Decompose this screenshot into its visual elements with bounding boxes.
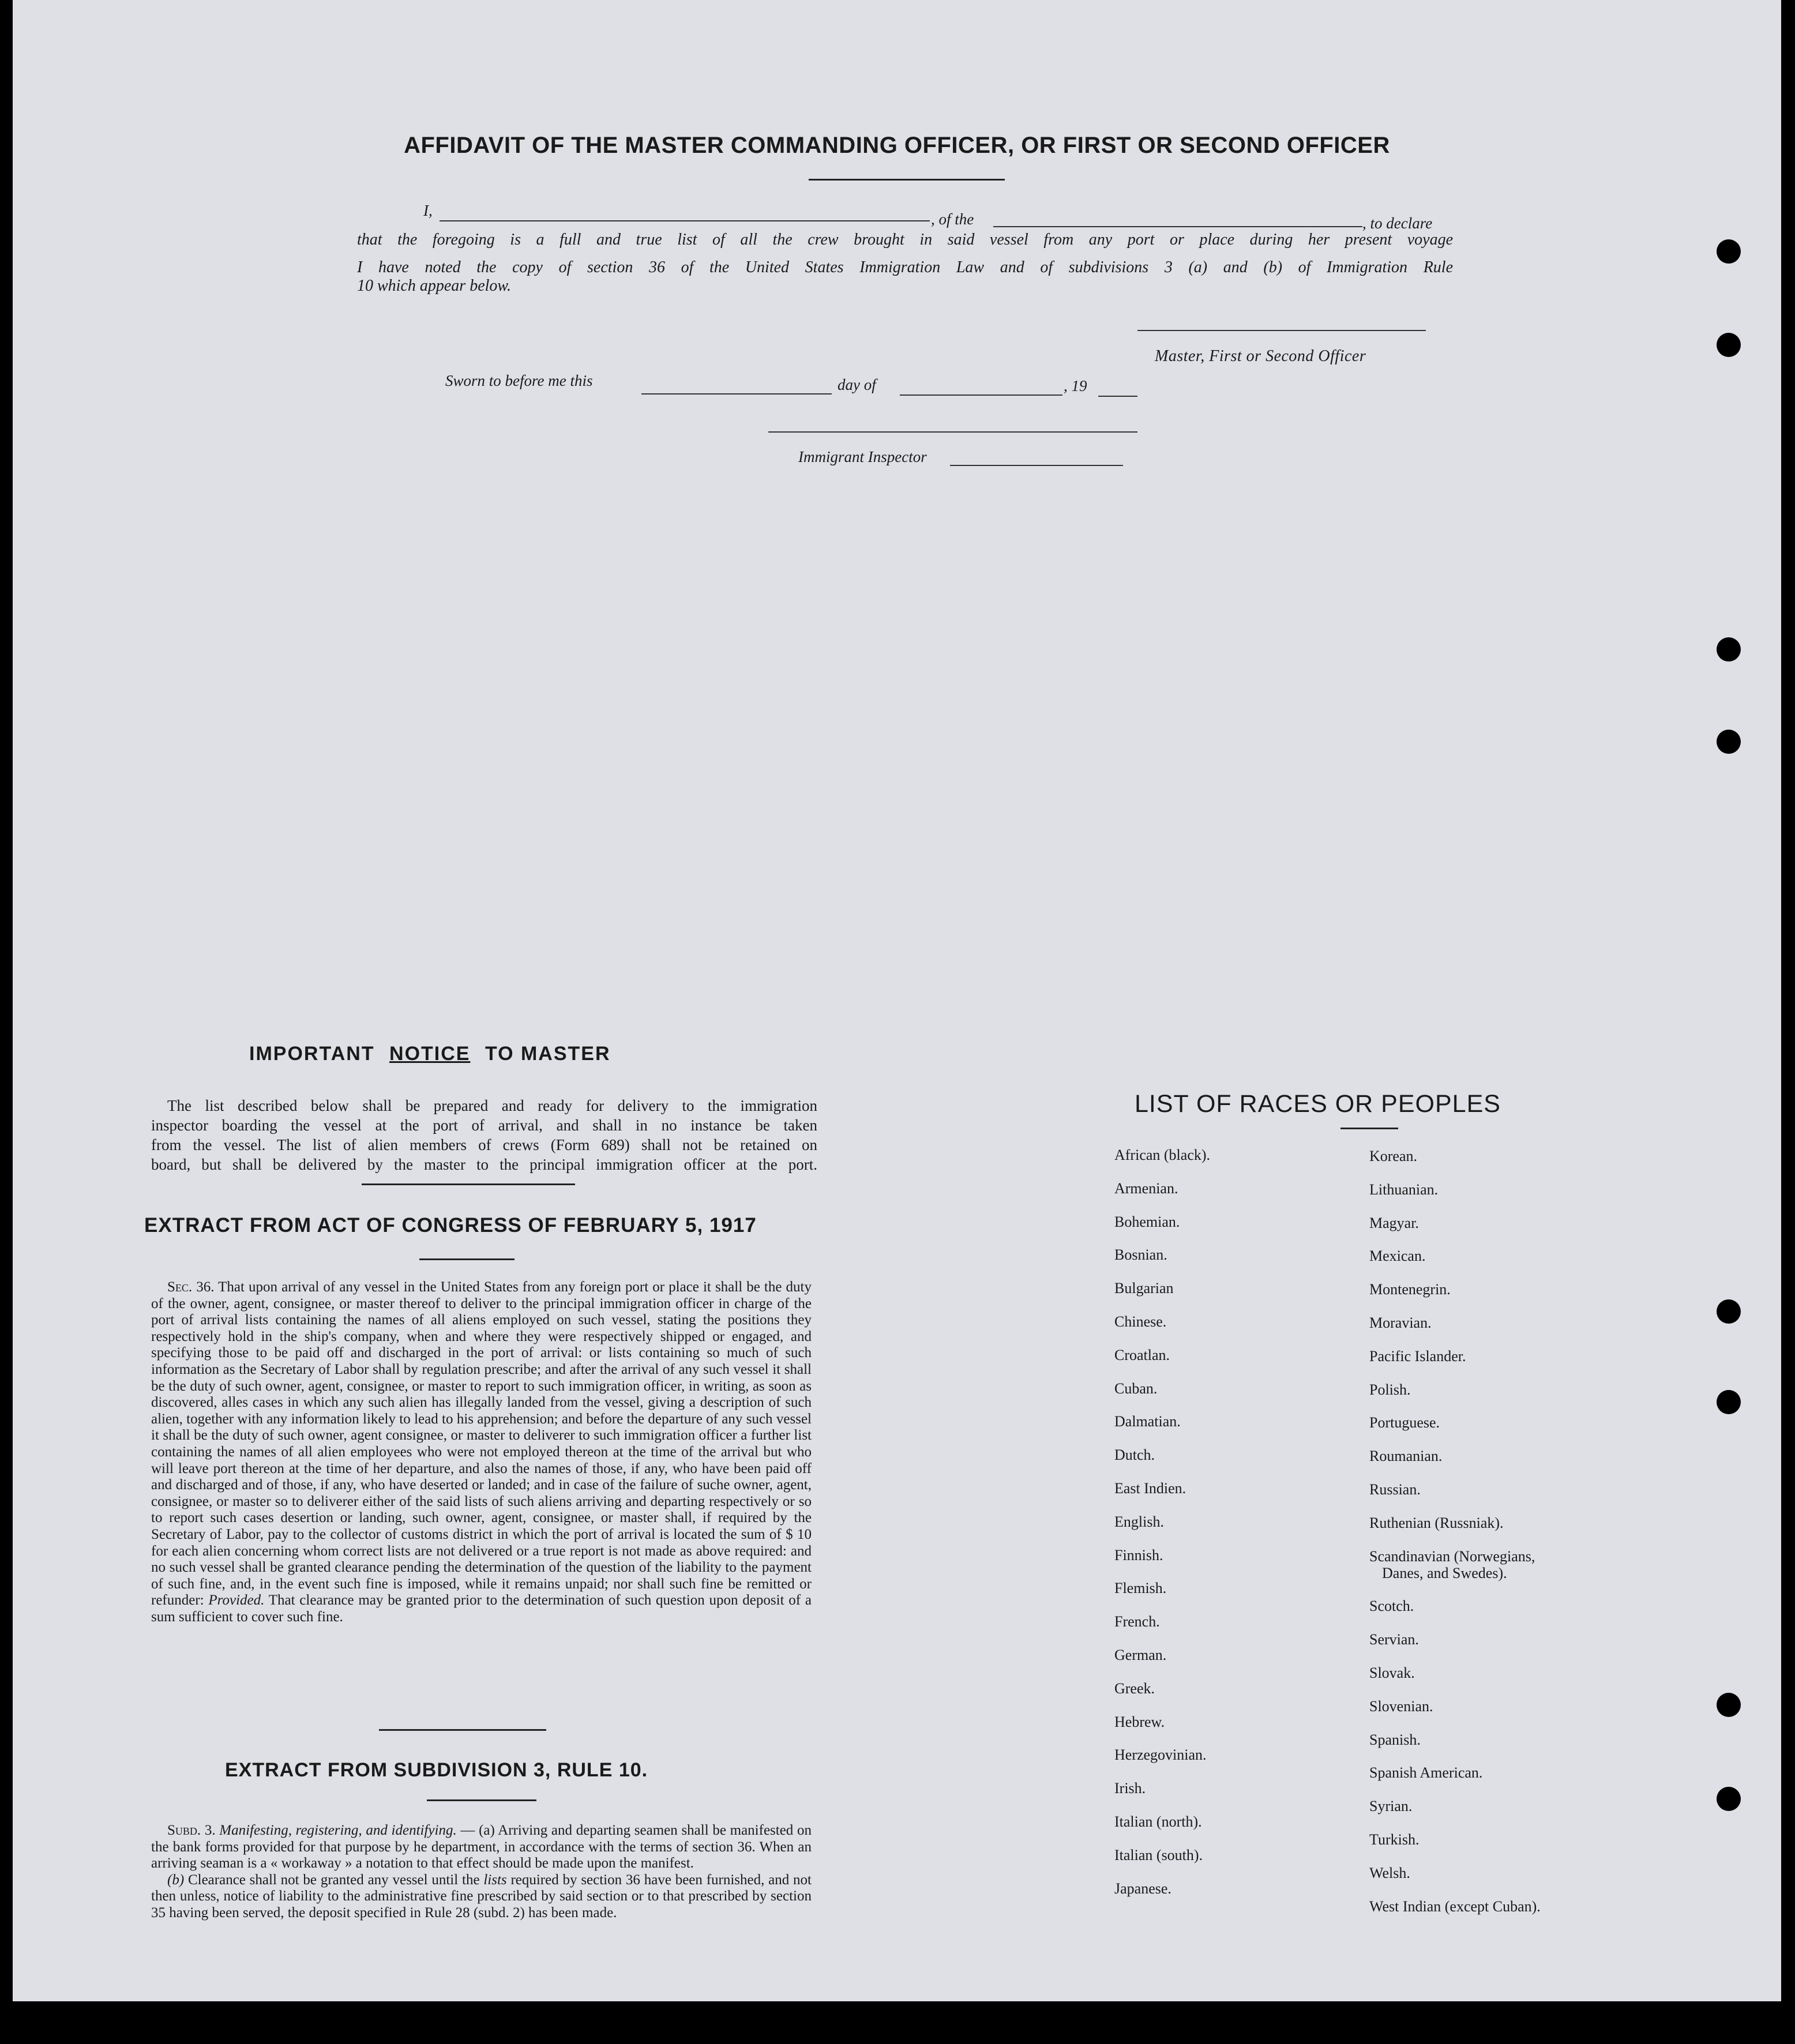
notice-line: board, but shall be delivered by the master to the principal immigration officer at the port. (151, 1156, 817, 1173)
notice-line: The list described below shall be prepared and ready for delivery to the immigration (167, 1097, 817, 1114)
race-item: Italian (north). (1114, 1813, 1202, 1830)
race-item: Irish. (1114, 1780, 1146, 1797)
race-item: Servian. (1369, 1631, 1419, 1648)
affidavit-i: I, (423, 202, 433, 219)
act-divider (419, 1258, 515, 1260)
binder-hole (1717, 239, 1741, 264)
races-column-1 (1114, 1147, 1357, 1914)
affidavit-title: AFFIDAVIT OF THE MASTER COMMANDING OFFICER, OR FIRST OR SECOND OFFICER (404, 133, 1390, 158)
notice-title-post: TO MASTER (485, 1043, 611, 1065)
race-item: French. (1114, 1613, 1160, 1630)
race-item: Moravian. (1369, 1314, 1432, 1331)
race-item: Dalmatian. (1114, 1413, 1181, 1430)
para-b-label: (b) (167, 1872, 185, 1888)
race-item: Hebrew. (1114, 1713, 1165, 1730)
race-item: Danes, and Swedes). (1382, 1564, 1507, 1581)
race-item: Chinese. (1114, 1313, 1167, 1330)
provided-word: Provided. (208, 1592, 265, 1609)
race-item: Japanese. (1114, 1880, 1171, 1897)
sworn-year-blank[interactable] (1098, 396, 1137, 397)
inspector-signature-line[interactable] (768, 431, 1137, 433)
vessel-blank-line[interactable] (993, 226, 1362, 227)
race-item: Lithuanian. (1369, 1181, 1439, 1198)
sworn-day-blank[interactable] (641, 393, 832, 394)
binder-hole (1717, 1787, 1741, 1811)
affidavit-of-the: , of the (931, 211, 974, 228)
affidavit-body-line-2: that the foregoing is a full and true list of all the crew brought in said vessel from any port or place during her present voyage (357, 231, 1453, 249)
binder-hole (1717, 1390, 1741, 1414)
para-b-text-2: required by section 36 have been furnished, and not then unless, notice of liability to the administrative fine prescribed by said section or to that prescribed by section 35 having been served, the deposit specified in Rule 28 (subd. 2) has been made. (151, 1872, 812, 1921)
race-item: Italian (south). (1114, 1846, 1203, 1863)
title-divider (809, 179, 1005, 181)
sworn-day-of: day of (838, 376, 876, 393)
race-item: Bosnian. (1114, 1246, 1167, 1264)
act-end-divider (379, 1729, 546, 1731)
notice-line: from the vessel. The list of alien members of crews (Form 689) shall not be retained on (151, 1136, 817, 1153)
race-item: Polish. (1369, 1381, 1411, 1398)
sworn-month-blank[interactable] (900, 394, 1062, 396)
notice-title-underlined: NOTICE (389, 1043, 471, 1065)
race-item: Magyar. (1369, 1214, 1419, 1231)
inspector-underline (950, 465, 1123, 466)
race-item: Portuguese. (1369, 1414, 1440, 1431)
name-blank-line[interactable] (440, 220, 930, 221)
rule-extract-title: EXTRACT FROM SUBDIVISION 3, RULE 10. (225, 1759, 648, 1781)
notice-title (249, 1043, 611, 1065)
subd-para-a (151, 1823, 812, 1872)
signature-caption: Master, First or Second Officer (1155, 347, 1366, 365)
subd-para-b (151, 1872, 812, 1922)
race-item: African (black). (1114, 1147, 1211, 1163)
signature-line[interactable] (1137, 330, 1426, 331)
race-item: Herzegovinian. (1114, 1746, 1207, 1764)
binder-hole (1717, 730, 1741, 754)
binder-hole (1717, 333, 1741, 357)
race-item: East Indien. (1114, 1480, 1186, 1497)
race-item: Russian. (1369, 1481, 1421, 1498)
race-item: Scandinavian (Norwegians, (1369, 1547, 1535, 1565)
race-item: Armenian. (1114, 1179, 1178, 1197)
rule-subd-3-text (151, 1823, 812, 1922)
race-item: Welsh. (1369, 1864, 1410, 1881)
sec-36-body-end: That clearance may be granted prior to the determination of such question upon deposit of a sum sufficient to cover such fine. (151, 1592, 812, 1625)
act-section-36-text (151, 1279, 812, 1625)
race-item: Bulgarian (1114, 1280, 1174, 1297)
para-b-text-1: Clearance shall not be granted any vessel until the (187, 1872, 480, 1888)
race-item: Pacific Islander. (1369, 1347, 1466, 1365)
race-item: Roumanian. (1369, 1448, 1443, 1465)
race-item: Ruthenian (Russniak). (1369, 1514, 1504, 1531)
rule-divider (427, 1799, 536, 1801)
races-title: LIST OF RACES OR PEOPLES (1135, 1090, 1501, 1118)
notice-body (151, 1096, 817, 1174)
race-item: Scotch. (1369, 1598, 1414, 1615)
race-item: Greek. (1114, 1679, 1155, 1697)
races-column-2 (1369, 1148, 1635, 1915)
subd-title: Manifesting, registering, and identifying. (219, 1823, 457, 1838)
race-item: German. (1114, 1647, 1167, 1663)
sec-label: Sec. 36. (167, 1279, 215, 1295)
race-item: Flemish. (1114, 1580, 1167, 1597)
race-item: Mexican. (1369, 1248, 1426, 1265)
race-item: English. (1114, 1513, 1164, 1530)
act-extract-title: EXTRACT FROM ACT OF CONGRESS OF FEBRUARY 5, 1917 (144, 1214, 757, 1237)
document-page (13, 0, 1781, 2001)
race-item: Syrian. (1369, 1798, 1413, 1815)
race-item: Finnish. (1114, 1546, 1163, 1564)
race-item: Cuban. (1114, 1380, 1158, 1397)
sec-36-body: That upon arrival of any vessel in the United States from any foreign port or place it shall be the duty of the owner, agent, consignee, or master thereof to deliver to the principal immigration officer in charge of the port of arrival lists containing the names of all aliens employed on such vessel, stating the positions they respectively hold in the ship's company, when and where they were respectively shipped or engaged, and specifying those to be paid off and discharged in the port of arrival: or lists containing so much of such information as the Secretary of Labor shall by regulation prescribe; and after the arrival of any such vessel it shall be the duty of such owner, agent, consignee, or master to report to such immigration officer, in writing, as soon as discovered, alles cases in which any such alien has illegally landed from the vessel, giving a description of such alien, together with any information likely to lead to his apprehension; and before the departure of any such vessel it shall be the duty of such owner, agent consignee, or master to deliverer to such immigration officer a further list containing the names of all alien employees who were not employed thereon at the time of the arrival but who will leave port thereon at the time of her departure, and also the names of those, if any, who have been paid off and discharged and of those, if any, who have deserted or landed; and in case of the failure of suche owner, agent, consignee, or master so to deliverer either of the said lists of such aliens arriving and departing respectively or so to report such cases desertion or landing, such owner, agent, consignee, or master shall, if required by the Secretary of Labor, pay to the collector of customs district in which the port of arrival is located the sum of $ 10 for each alien concerning whom correct lists are not delivered or a true report is not made as above required: and no such vessel shall be granted clearance pending the determination of the question of the liability to the payment of such fine, and, in the event such fine is imposed, while it remains unpaid; nor shall such fine be remitted or refunder: (151, 1279, 812, 1609)
race-item: Dutch. (1114, 1446, 1155, 1464)
race-item: Montenegrin. (1369, 1281, 1451, 1298)
notice-line: inspector boarding the vessel at the port of arrival, and shall in no instance be taken (151, 1117, 817, 1134)
subd-para-a-text: — (a) Arriving and departing seamen shall be manifested on the bank forms provided for that purpose by he department, in accordance with the terms of section 36. When an arriving seaman is a « workaway » a notation to that effect should be made upon the manifest. (151, 1823, 812, 1872)
race-item: Spanish. (1369, 1731, 1421, 1748)
sworn-year: , 19 (1064, 377, 1087, 394)
affidavit-to-declare: , to declare (1362, 215, 1433, 232)
notice-title-pre: IMPORTANT (249, 1043, 375, 1065)
race-item: Croatlan. (1114, 1346, 1170, 1363)
sworn-text: Sworn to before me this (445, 372, 593, 389)
race-item: Slovenian. (1369, 1697, 1433, 1715)
subd-label: Subd. 3. (167, 1823, 216, 1838)
binder-hole (1717, 1693, 1741, 1717)
race-item: West Indian (except Cuban). (1369, 1898, 1541, 1915)
races-divider (1340, 1128, 1398, 1129)
notice-divider (362, 1183, 575, 1185)
race-item: Korean. (1369, 1148, 1418, 1164)
race-item: Spanish American. (1369, 1764, 1483, 1782)
affidavit-body-line-3: I have noted the copy of section 36 of the United States Immigration Law and of subdivisions 3 (a) and (b) of Immigration Rule (357, 258, 1453, 276)
para-b-lists: lists (483, 1872, 507, 1888)
race-item: Turkish. (1369, 1831, 1420, 1848)
inspector-caption: Immigrant Inspector (798, 448, 927, 465)
race-item: Slovak. (1369, 1664, 1415, 1681)
binder-hole (1717, 1299, 1741, 1324)
race-item: Bohemian. (1114, 1213, 1180, 1230)
binder-hole (1717, 637, 1741, 662)
affidavit-body-line-4: 10 which appear below. (357, 277, 512, 295)
